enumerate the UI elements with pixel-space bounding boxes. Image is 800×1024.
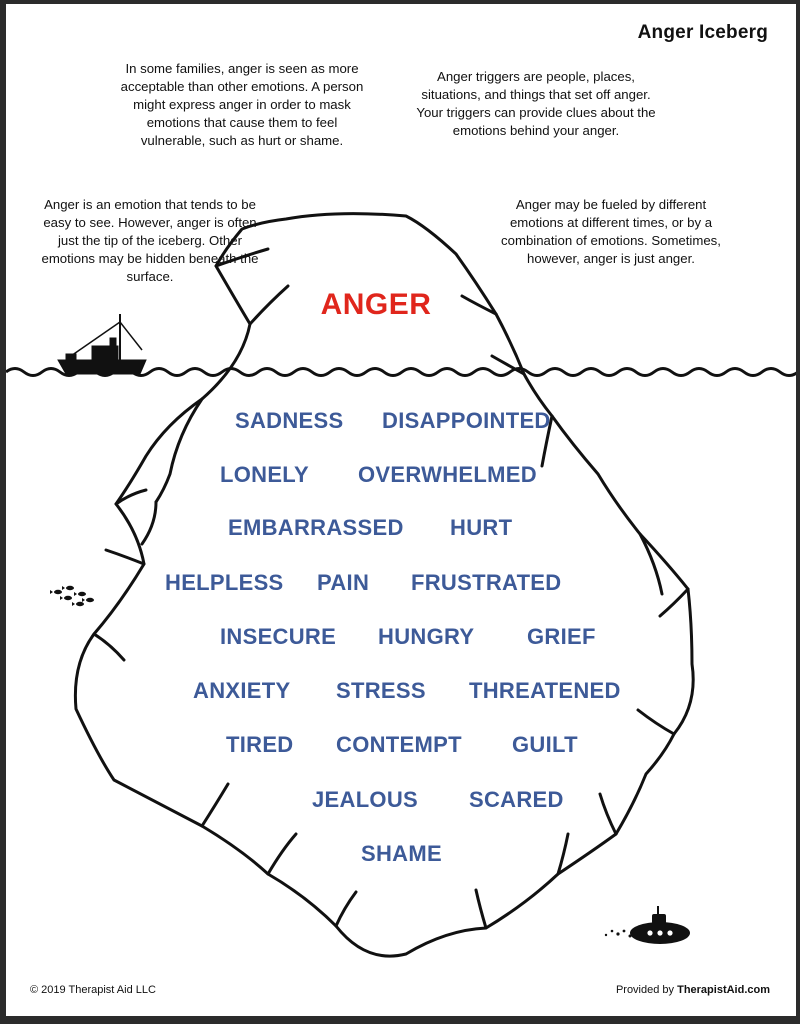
emotion-word: TIRED — [226, 732, 294, 757]
emotion-word: JEALOUS — [312, 787, 419, 812]
submarine-icon — [605, 906, 690, 944]
emotion-word: OVERWHELMED — [358, 462, 537, 487]
emotion-word: HELPLESS — [165, 570, 284, 595]
emotion-word: SADNESS — [235, 408, 344, 433]
paragraph-tip: Anger is an emotion that tends to be easy to see. However, anger is often just the tip of the iceberg. Other emotions may be hidden beneath the surface. — [41, 197, 259, 284]
emotion-word: ANXIETY — [193, 678, 291, 703]
boat-icon — [58, 314, 146, 374]
emotion-word: INSECURE — [220, 624, 337, 649]
provided-by — [616, 984, 770, 996]
emotion-word: EMBARRASSED — [228, 515, 404, 540]
surface-emotion-anger: ANGER — [320, 288, 432, 321]
emotion-word: HUNGRY — [378, 624, 475, 649]
fish-school-icon — [50, 586, 94, 606]
emotion-word: CONTEMPT — [336, 732, 462, 757]
emotion-word: DISAPPOINTED — [382, 408, 551, 433]
emotion-word: HURT — [450, 515, 513, 540]
emotion-word: SHAME — [361, 841, 442, 866]
paragraph-families: In some families, anger is seen as more acceptable than other emotions. A person might express anger in order to mask emotions that cause them to feel vulnerable, such as hurt or shame. — [120, 61, 364, 148]
paragraph-triggers: Anger triggers are people, places, situations, and things that set off anger. Your triggers can provide clues about the emotions behind your anger. — [416, 69, 656, 138]
copyright-notice: © 2019 Therapist Aid LLC — [30, 984, 156, 996]
emotion-word: FRUSTRATED — [411, 570, 562, 595]
page-title: Anger Iceberg — [637, 22, 768, 43]
paragraph-fueled: Anger may be fueled by different emotions at different times, or by a combination of emotions. Sometimes, however, anger is just anger. — [501, 197, 721, 266]
worksheet-page — [6, 4, 796, 1016]
provider-site: TherapistAid.com — [677, 984, 770, 996]
emotion-word: THREATENED — [469, 678, 621, 703]
emotion-word: SCARED — [469, 787, 564, 812]
emotion-word: LONELY — [220, 462, 310, 487]
emotion-word: PAIN — [317, 570, 370, 595]
emotion-word: GRIEF — [527, 624, 596, 649]
emotion-word: GUILT — [512, 732, 578, 757]
emotion-word: STRESS — [336, 678, 426, 703]
provided-by-prefix: Provided by — [615, 984, 678, 996]
